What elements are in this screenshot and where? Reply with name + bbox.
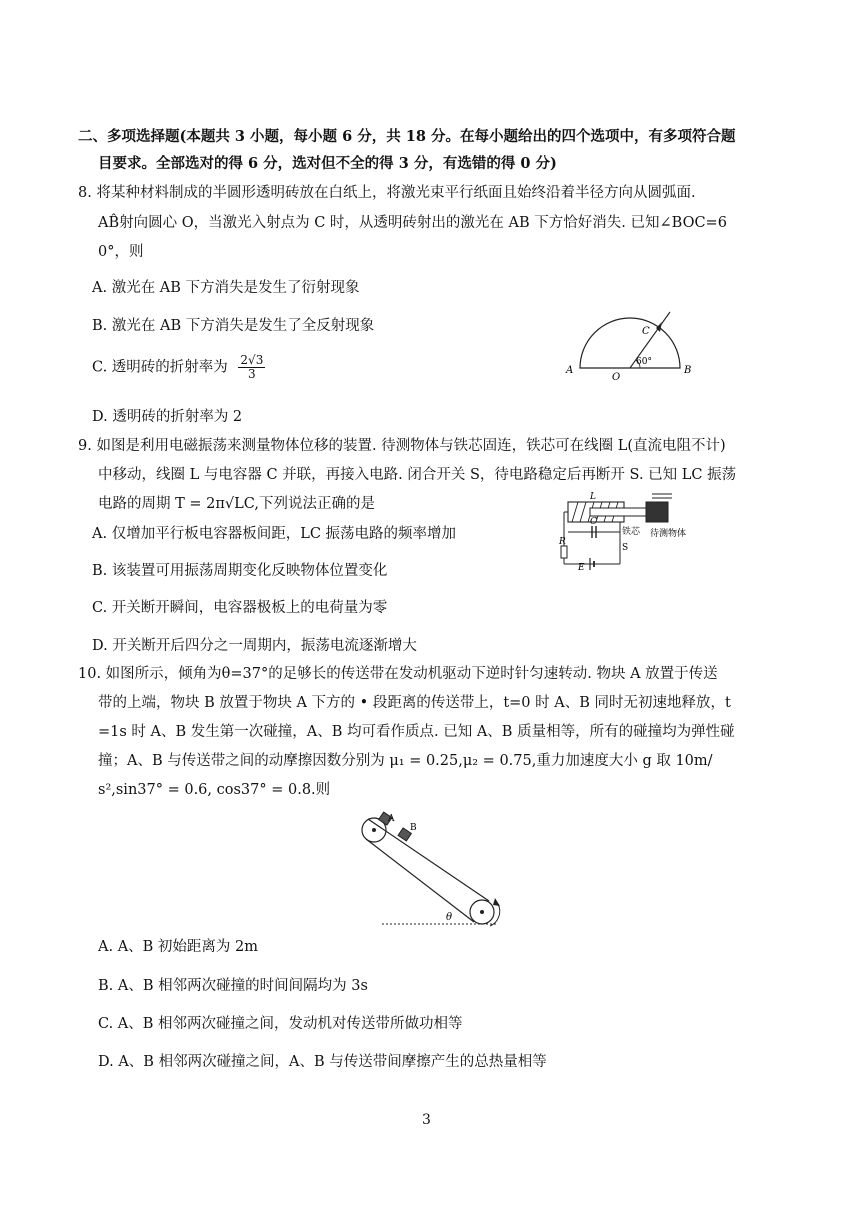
label-object: 待测物体 xyxy=(650,529,687,539)
q8-option-c-fraction xyxy=(238,354,265,381)
q9-line2: 中移动，线圈 L 与电容器 C 并联，再接入电路. 闭合开关 S，待电路稳定后再断开 S. 已知 LC 振荡 xyxy=(98,467,737,483)
bottom-pulley-center xyxy=(480,910,484,914)
resistor xyxy=(561,546,567,558)
q9-option-d: D. 开关断开后四分之一周期内，振荡电流逐渐增大 xyxy=(92,638,417,654)
q9-line3: 电路的周期 T = 2π√LC,下列说法正确的是 xyxy=(98,496,375,512)
label-C: C xyxy=(590,517,597,527)
label-B: B xyxy=(684,365,692,376)
q9-line1: 9. 如图是利用电磁振荡来测量物体位移的装置. 待测物体与铁芯固连，铁芯可在线圈 L(直流电阻不计) xyxy=(78,438,726,454)
q10-option-c: C. A、B 相邻两次碰撞之间，发动机对传送带所做功相等 xyxy=(98,1016,463,1032)
section-header-line2: 目要求。全部选对的得 6 分，选对但不全的得 3 分，有选错的得 0 分) xyxy=(98,155,557,172)
q9-option-a: A. 仅增加平行板电容器板间距，LC 振荡电路的频率增加 xyxy=(92,526,457,542)
q8-option-d: D. 透明砖的折射率为 2 xyxy=(92,409,243,425)
q9-circuit-figure xyxy=(559,488,710,573)
measured-object xyxy=(646,502,668,522)
q10-line3: =1s 时 A、B 发生第一次碰撞，A、B 均可看作质点. 已知 A、B 质量相等，所有的碰撞均为弹性碰 xyxy=(98,724,735,740)
q9-option-c: C. 开关断开瞬间，电容器极板上的电荷量为零 xyxy=(92,600,388,616)
q8-option-b: B. 激光在 AB 下方消失是发生了全反射现象 xyxy=(92,318,375,334)
label-O: O xyxy=(612,372,621,383)
q10-line1: 10. 如图所示，倾角为θ=37°的足够长的传送带在发动机驱动下逆时针匀速转动. 物块 A 放置于传送 xyxy=(78,666,718,682)
q8-line2: AB̂射向圆心 O，当激光入射点为 C 时，从透明砖射出的激光在 AB 下方恰好消失. 已知∠BOC=6 xyxy=(98,215,727,231)
section-header-line1: 二、多项选择题(本题共 3 小题，每小题 6 分，共 18 分。在每小题给出的四个选项中，有多项符合题 xyxy=(78,128,736,145)
label-A: A xyxy=(566,365,574,376)
iron-core xyxy=(590,508,646,516)
q10-option-a: A. A、B 初始距离为 2m xyxy=(98,939,259,955)
label-theta: θ xyxy=(446,912,453,923)
label-E: E xyxy=(578,563,585,573)
label-B: B xyxy=(410,823,417,833)
rotation-arrow xyxy=(490,904,500,926)
q8-option-c-prefix: C. 透明砖的折射率为 xyxy=(92,359,228,376)
q10-line5: s²,sin37° = 0.6, cos37° = 0.8.则 xyxy=(98,782,331,798)
q10-conveyor-figure xyxy=(352,812,522,930)
q8-line3: 0°，则 xyxy=(98,244,144,260)
fraction-denominator: 3 xyxy=(248,367,256,381)
q8-option-a: A. 激光在 AB 下方消失是发生了衍射现象 xyxy=(92,280,360,296)
fraction-numerator: 2√3 xyxy=(240,353,264,367)
q10-option-b: B. A、B 相邻两次碰撞的时间间隔均为 3s xyxy=(98,978,368,994)
q9-option-b: B. 该装置可用振荡周期变化反映物体位置变化 xyxy=(92,563,388,579)
label-A: A xyxy=(388,814,395,824)
q8-semicircle-figure xyxy=(560,300,692,383)
label-C: C xyxy=(642,326,650,337)
q10-option-d: D. A、B 相邻两次碰撞之间，A、B 与传送带间摩擦产生的总热量相等 xyxy=(98,1054,547,1070)
label-angle: 60° xyxy=(636,357,652,367)
q10-line2: 带的上端，物块 B 放置于物块 A 下方的 • 段距离的传送带上，t=0 时 A、B 同时无初速地释放，t xyxy=(98,695,731,711)
page-number: 3 xyxy=(422,1112,431,1128)
q8-line1: 8. 将某种材料制成的半圆形透明砖放在白纸上，将激光束平行纸面且始终沿着半径方向从圆弧面. xyxy=(78,185,696,201)
rotation-arrowhead xyxy=(493,898,500,906)
label-L: L xyxy=(590,492,596,502)
q10-line4: 撞；A、B 与传送带之间的动摩擦因数分别为 μ₁ = 0.25,μ₂ = 0.75,重力加速度大小 g 取 10m/ xyxy=(98,753,713,769)
q8-option-c xyxy=(92,354,265,381)
belt-upper xyxy=(368,819,489,901)
semicircle-arc xyxy=(580,318,680,368)
top-pulley-center xyxy=(372,828,376,832)
label-R: R xyxy=(559,537,566,547)
label-core: 铁芯 xyxy=(622,527,641,537)
label-S: S xyxy=(622,543,629,553)
